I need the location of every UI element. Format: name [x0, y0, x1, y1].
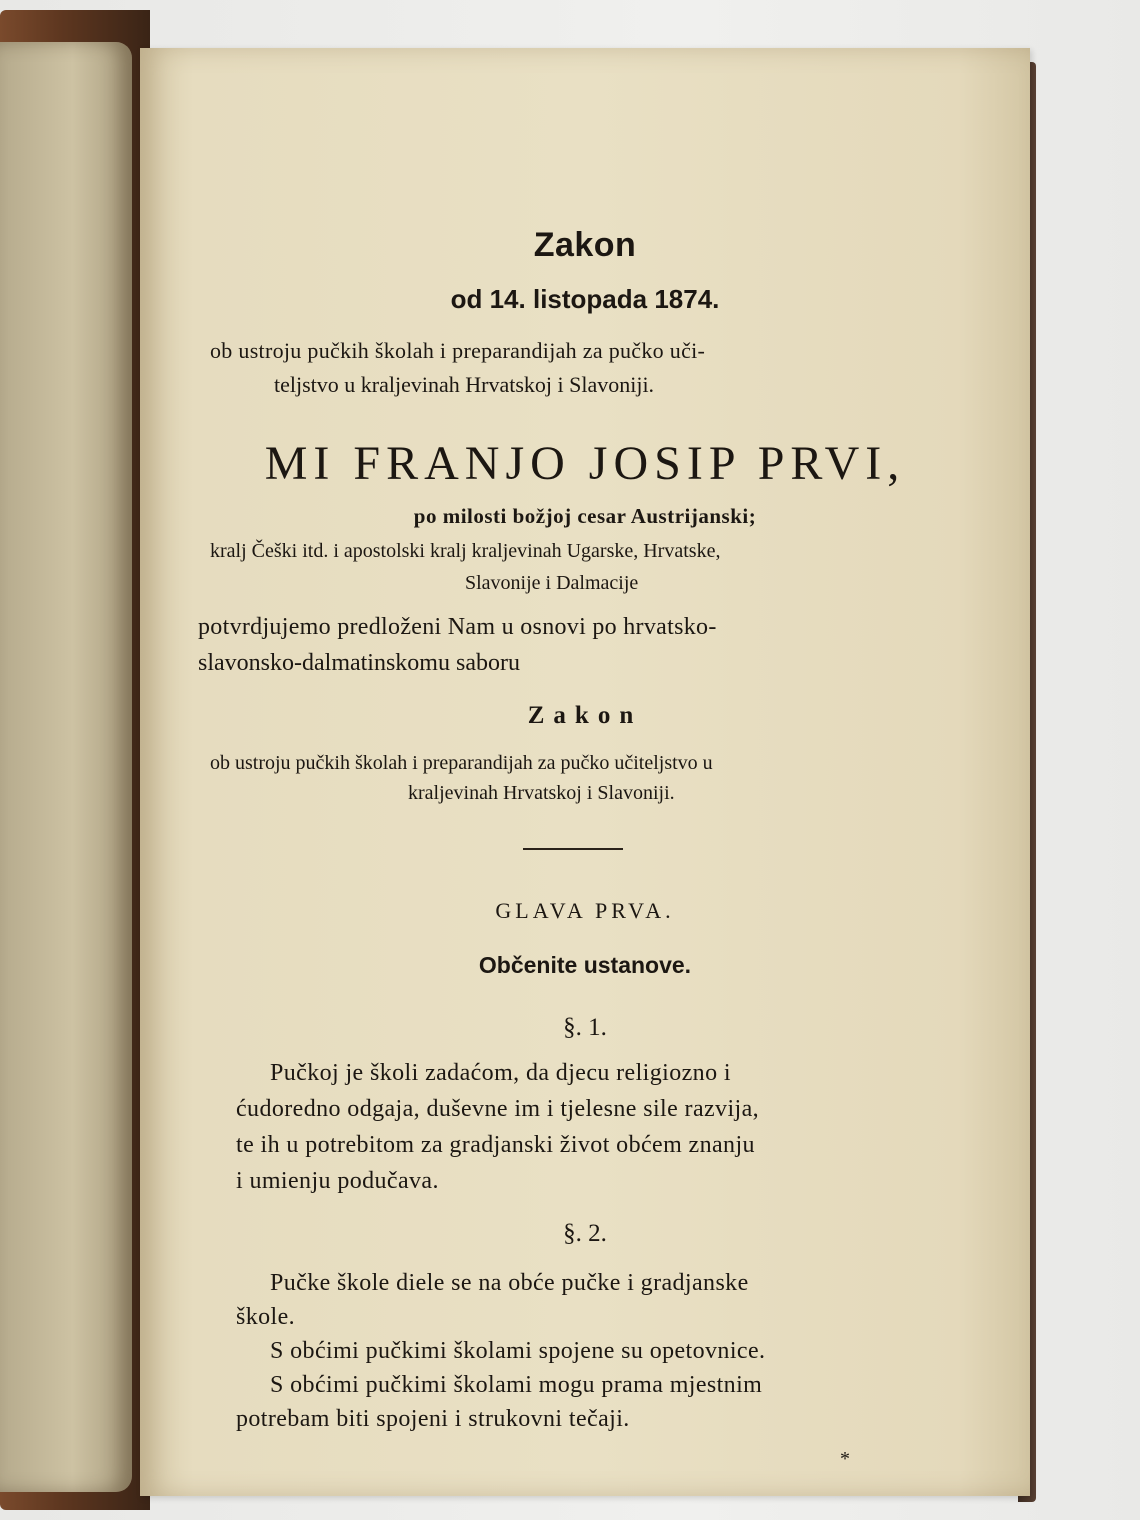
law-repeat-title: Zakon	[527, 702, 643, 729]
section-2-line-1: Pučke škole diele se na obće pučke i gradjanske	[270, 1270, 749, 1296]
section-2-line-4: S obćimi pučkimi školami mogu prama mjestnim	[270, 1372, 763, 1398]
sovereign-title: po milosti božjoj cesar Austrijanski;	[413, 504, 757, 528]
chapter-heading: GLAVA PRVA.	[495, 898, 675, 923]
sovereign-name: MI FRANJO JOSIP PRVI,	[264, 437, 906, 490]
section-divider	[523, 848, 623, 850]
law-subject-line-1: ob ustroju pučkih školah i preparandijah za pučko uči-	[210, 338, 706, 363]
section-2-line-5: potrebam biti spojeni i strukovni tečaji.	[236, 1406, 630, 1432]
section-2-label: §. 2.	[563, 1220, 607, 1247]
law-repeat-subject-line-2: kraljevinah Hrvatskoj i Slavoniji.	[408, 782, 675, 804]
section-2-line-3: S obćimi pučkimi školami spojene su opetovnice.	[270, 1338, 766, 1364]
section-1-label: §. 1.	[563, 1014, 607, 1041]
chapter-subtitle: Občenite ustanove.	[478, 952, 692, 978]
law-subject-line-2: teljstvo u kraljevinah Hrvatskoj i Slavoniji.	[274, 372, 655, 397]
section-1-line-2: ćudoredno odgaja, duševne im i tjelesne sile razvija,	[236, 1096, 760, 1122]
section-1-line-1: Pučkoj je školi zadaćom, da djecu religiozno i	[270, 1060, 731, 1086]
law-title: Zakon	[533, 226, 637, 264]
section-1-line-3: te ih u potrebitom za gradjanski život obćem znanju	[236, 1132, 755, 1158]
law-repeat-subject-line-1: ob ustroju pučkih školah i preparandijah za pučko učiteljstvo u	[210, 752, 713, 774]
confirm-line-2: slavonsko-dalmatinskomu saboru	[198, 650, 520, 676]
sovereign-realms-line-2: Slavonije i Dalmacije	[465, 572, 639, 594]
facing-page-edge	[0, 42, 132, 1492]
law-date: od 14. listopada 1874.	[450, 284, 720, 314]
sovereign-realms-line-1: kralj Češki itd. i apostolski kralj kraljevinah Ugarske, Hrvatske,	[210, 540, 721, 562]
section-1-line-4: i umienju podučava.	[236, 1168, 439, 1194]
confirm-line-1: potvrdjujemo predloženi Nam u osnovi po hrvatsko-	[198, 614, 717, 640]
section-2-line-2: škole.	[236, 1304, 296, 1330]
book-page	[140, 48, 1030, 1496]
signature-mark: *	[840, 1448, 850, 1470]
